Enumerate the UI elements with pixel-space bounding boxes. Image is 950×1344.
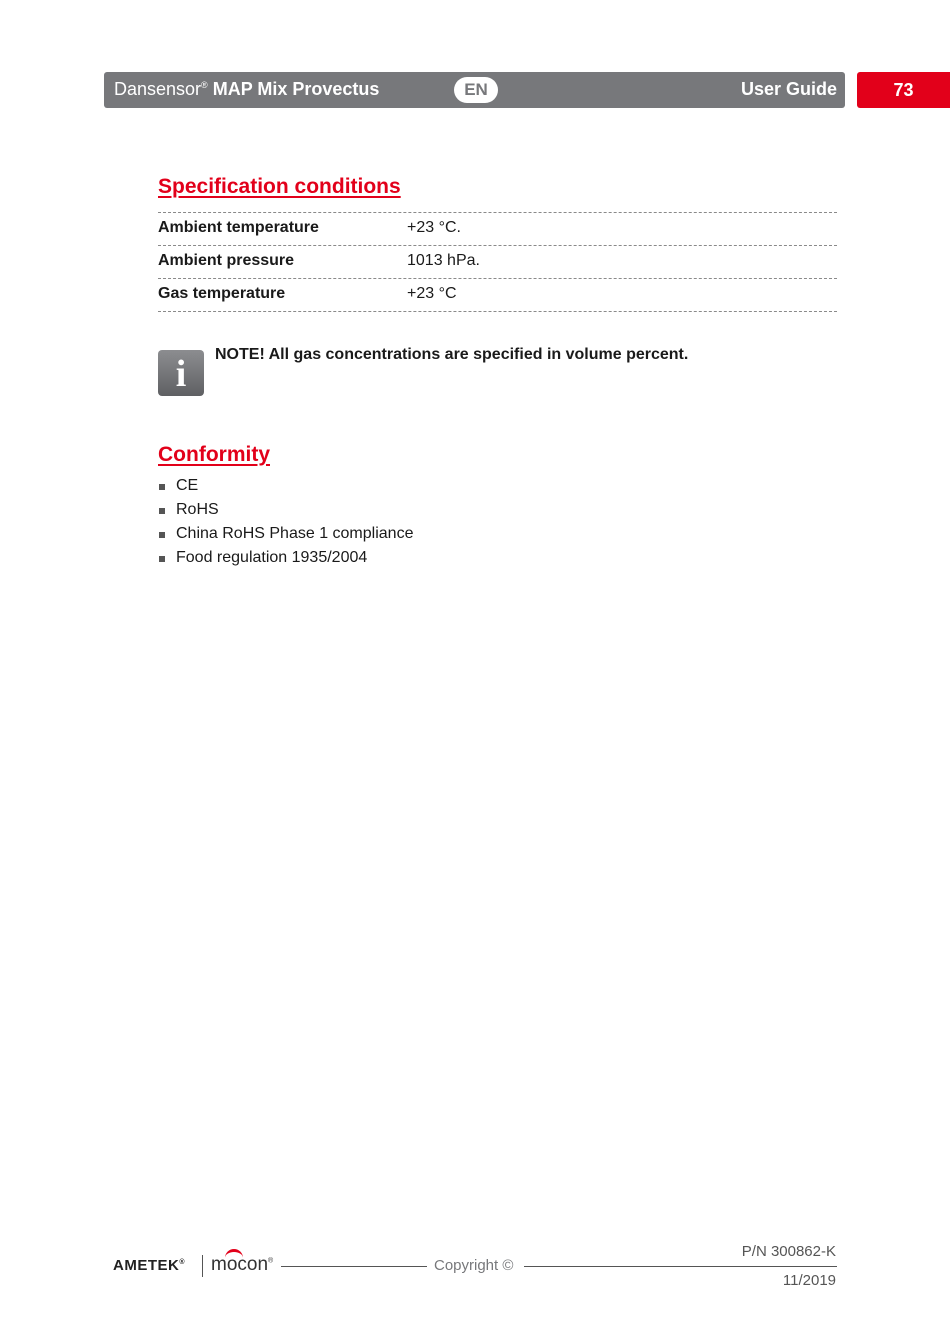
footer-rule-left bbox=[281, 1266, 427, 1267]
spec-table bbox=[158, 212, 837, 312]
product-name: MAP Mix Provectus bbox=[212, 79, 380, 99]
footer-rule-right bbox=[524, 1266, 837, 1267]
list-item-label: CE bbox=[176, 477, 199, 494]
square-bullet-icon bbox=[159, 556, 165, 562]
mocon-logo bbox=[211, 1254, 273, 1276]
square-bullet-icon bbox=[159, 532, 165, 538]
spec-value: +23 °C. bbox=[407, 219, 461, 236]
spec-conditions-heading: Specification conditions bbox=[158, 175, 401, 198]
note-text: NOTE! All gas concentrations are specified in volume percent. bbox=[215, 346, 689, 363]
list-item-label: China RoHS Phase 1 compliance bbox=[176, 525, 414, 542]
ametek-logo bbox=[113, 1257, 185, 1274]
info-icon: i bbox=[158, 350, 204, 396]
spec-label: Gas temperature bbox=[158, 285, 286, 302]
language-badge: EN bbox=[454, 77, 498, 103]
brand-name: Dansensor bbox=[114, 79, 202, 99]
square-bullet-icon bbox=[159, 508, 165, 514]
conformity-list bbox=[158, 475, 413, 571]
spec-row bbox=[158, 213, 837, 246]
header-brand bbox=[114, 79, 379, 100]
spec-value: +23 °C bbox=[407, 285, 457, 302]
mocon-registered-mark: ® bbox=[268, 1257, 274, 1265]
revision-date: 11/2019 bbox=[782, 1272, 836, 1289]
list-item-label: Food regulation 1935/2004 bbox=[176, 549, 368, 566]
mocon-logo-text: mocon bbox=[211, 1254, 269, 1275]
ametek-logo-text: AMETEK bbox=[113, 1257, 180, 1274]
square-bullet-icon bbox=[159, 484, 165, 490]
part-number: P/N 300862-K bbox=[741, 1243, 836, 1260]
spec-row bbox=[158, 279, 837, 312]
copyright-text: Copyright © bbox=[434, 1257, 514, 1274]
list-item bbox=[158, 475, 413, 499]
list-item bbox=[158, 499, 413, 523]
page-number: 73 bbox=[857, 72, 950, 108]
header-bar bbox=[104, 72, 845, 108]
list-item-label: RoHS bbox=[176, 501, 219, 518]
spec-label: Ambient temperature bbox=[158, 219, 319, 236]
list-item bbox=[158, 547, 413, 571]
spec-value: 1013 hPa. bbox=[407, 252, 480, 269]
doc-type: User Guide bbox=[740, 79, 837, 99]
spec-label: Ambient pressure bbox=[158, 252, 295, 269]
conformity-heading: Conformity bbox=[158, 443, 270, 466]
logo-divider bbox=[202, 1255, 203, 1277]
ametek-registered-mark: ® bbox=[179, 1259, 186, 1266]
spec-row bbox=[158, 246, 837, 279]
brand-registered-mark: ® bbox=[201, 80, 208, 90]
list-item bbox=[158, 523, 413, 547]
